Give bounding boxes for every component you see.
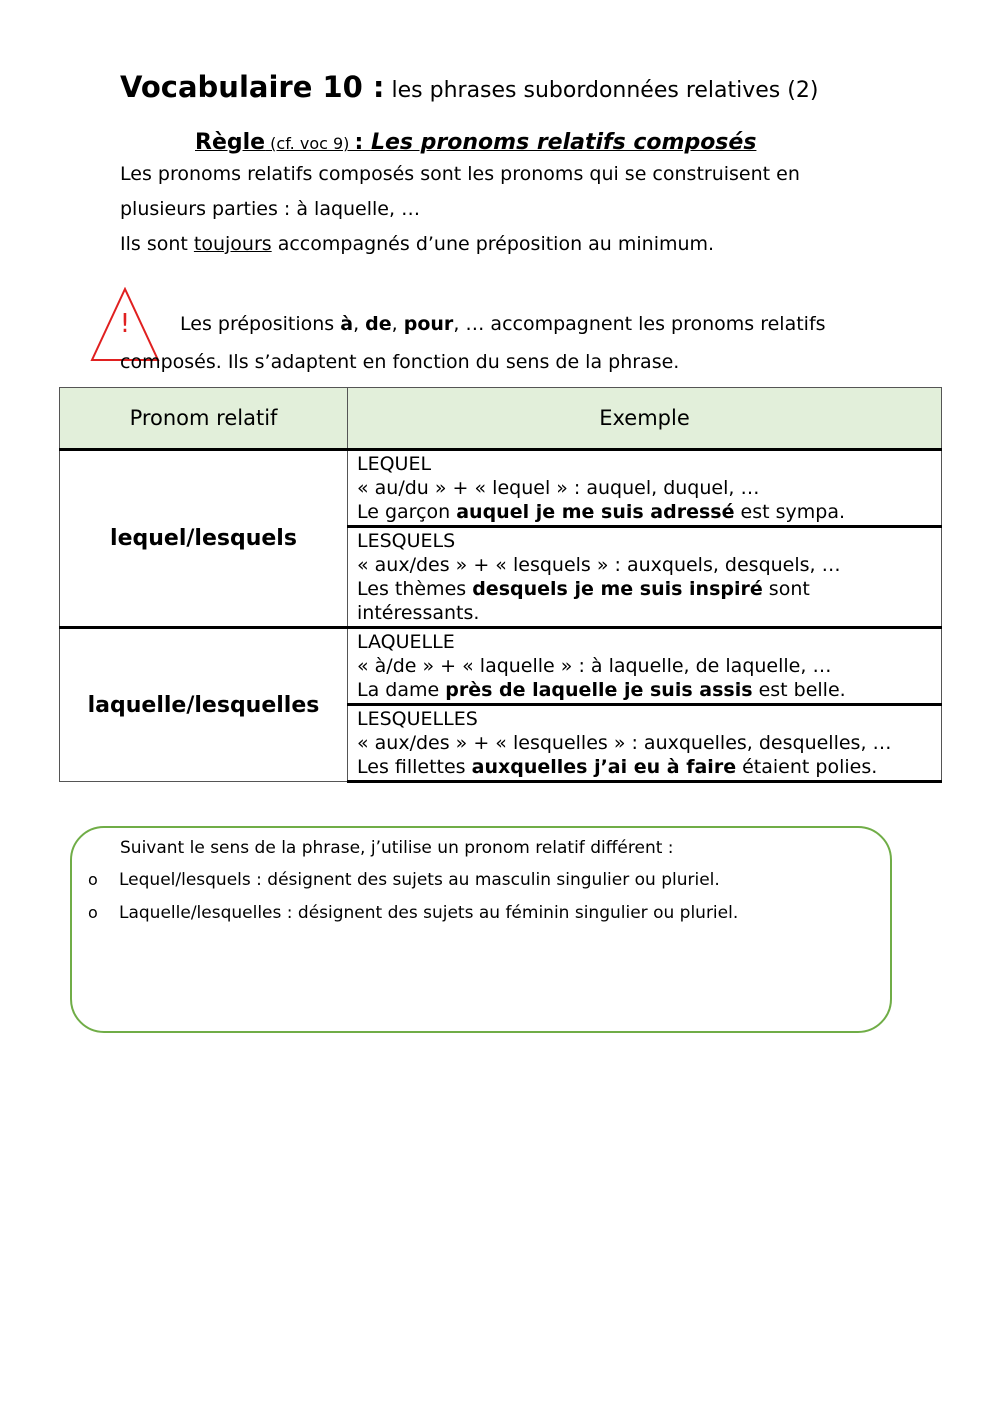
summary-intro: Suivant le sens de la phrase, j’utilise un pronom relatif différent : xyxy=(120,838,674,858)
intro-underlined-word: toujours xyxy=(193,233,272,255)
sentence-text: Les thèmes xyxy=(357,578,473,600)
intro-line-2: plusieurs parties : à laquelle, … xyxy=(120,198,421,220)
example-sentence xyxy=(357,755,941,779)
summary-item-text: Lequel/lesquels : désignent des sujets au masculin singulier ou pluriel. xyxy=(119,870,720,890)
sentence-text: La dame xyxy=(357,679,446,701)
relative-pronouns-table xyxy=(59,387,942,783)
page-title xyxy=(120,70,818,104)
summary-item xyxy=(88,870,720,890)
title-sub: les phrases subordonnées relatives (2) xyxy=(384,78,819,103)
warning-text: Les prépositions xyxy=(180,313,341,335)
intro-line-3 xyxy=(120,233,714,255)
summary-item xyxy=(88,903,739,923)
svg-text:!: ! xyxy=(119,309,131,339)
warning-line-1 xyxy=(180,313,826,335)
table-row xyxy=(60,450,942,527)
table-row xyxy=(60,628,942,705)
rule-heading xyxy=(195,130,756,155)
sentence-bold: auquel je me suis adressé xyxy=(456,501,735,523)
example-name: LESQUELS xyxy=(357,530,456,552)
example-sentence xyxy=(357,577,877,625)
sentence-text: est sympa. xyxy=(734,501,846,523)
rule-colon: : xyxy=(354,130,371,155)
example-cell xyxy=(348,628,942,705)
header-example: Exemple xyxy=(348,388,942,450)
example-sentence xyxy=(357,500,941,524)
example-name: LEQUEL xyxy=(357,453,432,475)
example-rule: « au/du » + « lequel » : auquel, duquel, … xyxy=(357,477,760,499)
intro-text: Ils sont xyxy=(120,233,194,255)
sentence-text: sont intéressants. xyxy=(357,578,810,624)
example-cell xyxy=(348,450,942,527)
bullet-icon: o xyxy=(88,870,98,889)
preposition-de: de xyxy=(365,313,392,335)
example-name: LAQUELLE xyxy=(357,631,455,653)
intro-line-1: Les pronoms relatifs composés sont les pronoms qui se construisent en xyxy=(120,163,800,185)
sentence-text: Les fillettes xyxy=(357,756,472,778)
warning-text: , … accompagnent les pronoms relatifs xyxy=(453,313,826,335)
intro-text: accompagnés d’une préposition au minimum. xyxy=(271,233,715,255)
sentence-text: étaient polies. xyxy=(736,756,878,778)
sentence-text: est belle. xyxy=(752,679,846,701)
sentence-bold: desquels je me suis inspiré xyxy=(472,578,763,600)
warning-line-2: composés. Ils s’adaptent en fonction du sens de la phrase. xyxy=(120,351,680,373)
example-cell xyxy=(348,705,942,782)
rule-label: Règle xyxy=(195,130,266,155)
preposition-a: à xyxy=(340,313,354,335)
warning-text: , xyxy=(391,313,404,335)
title-main: Vocabulaire 10 : xyxy=(120,70,385,104)
example-rule: « aux/des » + « lesquels » : auxquels, desquels, … xyxy=(357,554,841,576)
summary-item-text: Laquelle/lesquelles : désignent des sujets au féminin singulier ou pluriel. xyxy=(119,903,739,923)
rule-reference: (cf. voc 9) xyxy=(265,134,355,153)
sentence-bold: près de laquelle je suis assis xyxy=(445,679,753,701)
sentence-text: Le garçon xyxy=(357,501,457,523)
example-name: LESQUELLES xyxy=(357,708,478,730)
example-rule: « aux/des » + « lesquelles » : auxquelles, desquelles, … xyxy=(357,732,892,754)
header-pronoun: Pronom relatif xyxy=(60,388,348,450)
pronoun-cell: laquelle/lesquelles xyxy=(60,628,348,782)
sentence-bold: auxquelles j’ai eu à faire xyxy=(471,756,737,778)
example-sentence xyxy=(357,678,941,702)
example-cell xyxy=(348,527,942,628)
example-rule: « à/de » + « laquelle » : à laquelle, de laquelle, … xyxy=(357,655,832,677)
rule-title: Les pronoms relatifs composés xyxy=(370,130,757,155)
warning-text: , xyxy=(353,313,366,335)
pronoun-cell: lequel/lesquels xyxy=(60,450,348,628)
preposition-pour: pour xyxy=(403,313,454,335)
bullet-icon: o xyxy=(88,903,98,922)
table-header-row xyxy=(60,388,942,450)
